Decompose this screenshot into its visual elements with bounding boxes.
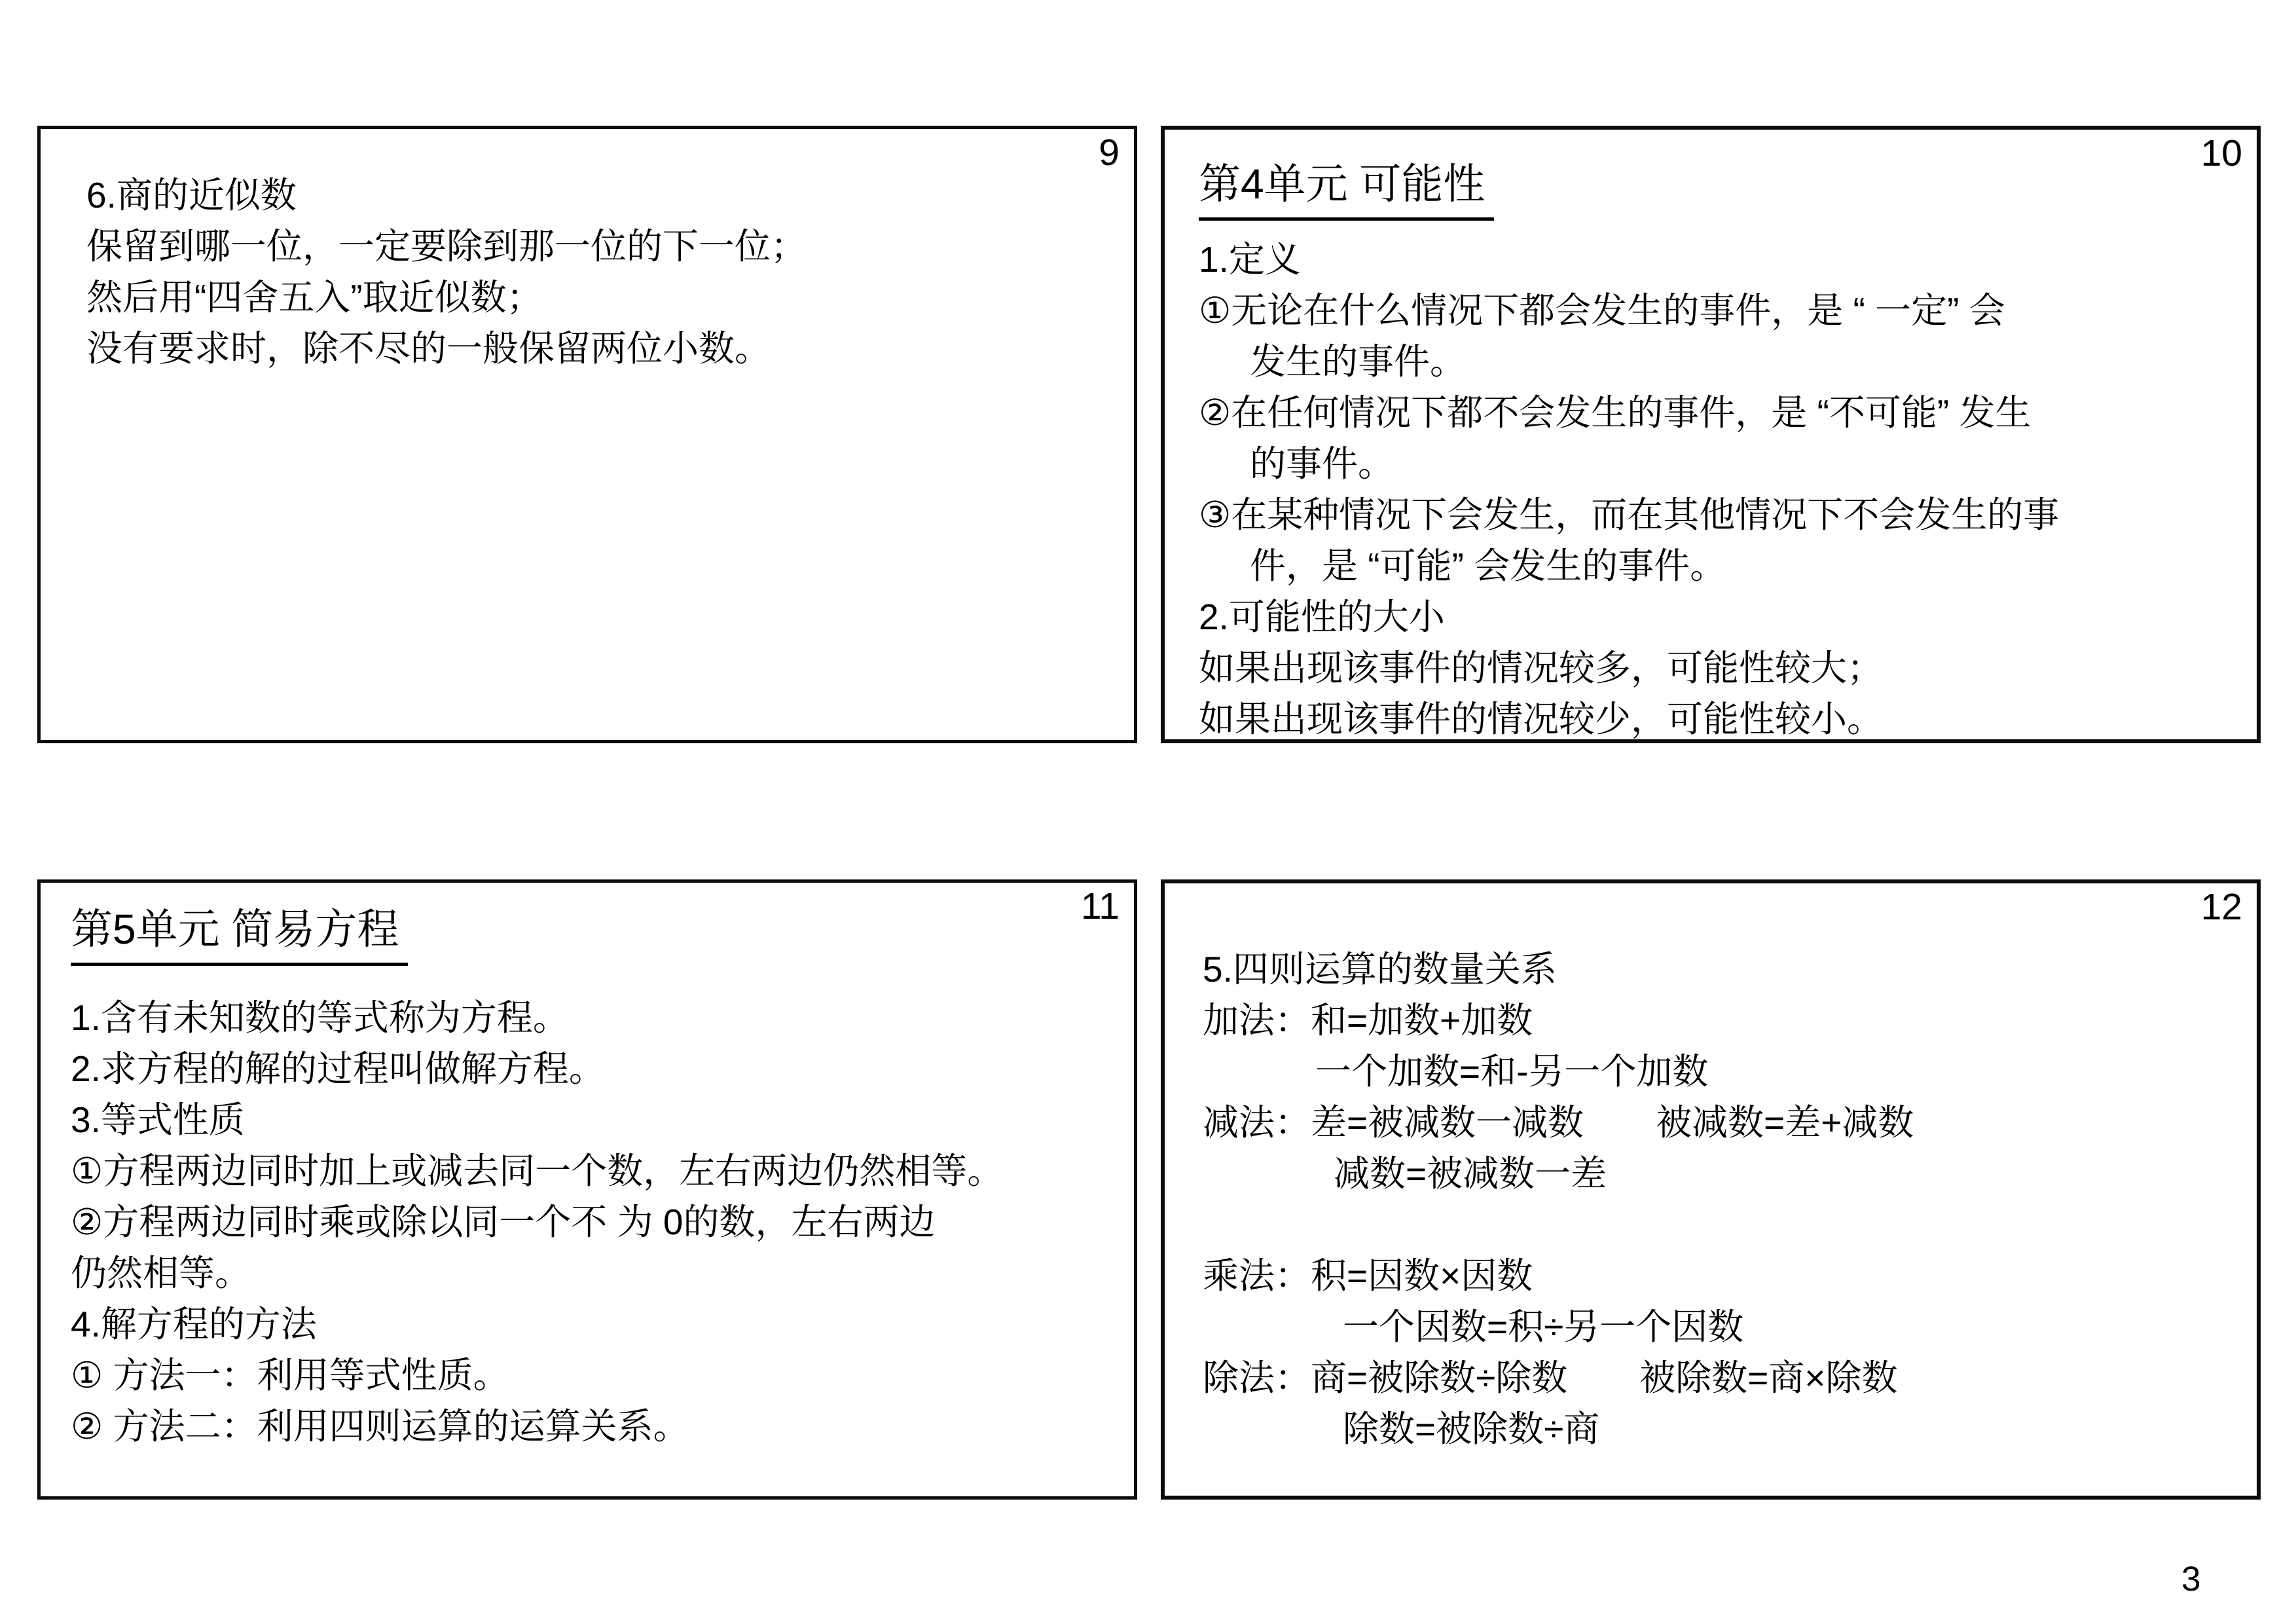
- text-line: 一个加数=和-另一个加数: [1315, 1051, 1709, 1092]
- slide-card-10: [1161, 126, 2261, 743]
- blank-line: [1203, 1199, 2232, 1250]
- slide-title-text: 第5单元 简易方程: [71, 901, 408, 966]
- text-line: 件，是 “可能” 会发生的事件。: [1250, 545, 1726, 586]
- text-line: 如果出现该事件的情况较多，可能性较大；: [1199, 648, 1884, 688]
- slide-card-9: [37, 126, 1137, 743]
- text-line: 的事件。: [1250, 443, 1394, 484]
- text-line: ①无论在什么情况下都会发生的事件，是 “ 一定” 会: [1199, 290, 2005, 331]
- slide-number: 11: [1080, 885, 1120, 927]
- slide-number: 12: [2200, 886, 2242, 928]
- text-line: 3.等式性质: [71, 1099, 245, 1140]
- slide-body: [1165, 883, 2257, 1496]
- text-line: 1.含有未知数的等式称为方程。: [71, 997, 569, 1038]
- page-number: 3: [2181, 1560, 2201, 1598]
- slide-card-12: [1161, 879, 2261, 1500]
- text-line: ① 方法一：利用等式性质。: [71, 1355, 509, 1395]
- slide-card-11: [37, 879, 1137, 1500]
- slide-title-text: 第4单元 可能性: [1199, 156, 1494, 221]
- slide-body: [1165, 130, 2257, 739]
- slide-title: [1199, 156, 2232, 221]
- text-line: 仍然相等。: [71, 1253, 251, 1293]
- text-line: 除法：商=被除数÷除数 被除数=商×除数: [1203, 1357, 1898, 1398]
- text-line: ③在某种情况下会发生，而在其他情况下不会发生的事: [1199, 494, 2060, 535]
- text-line: 一个因数=积÷另一个因数: [1343, 1306, 1744, 1347]
- text-line: 2.可能性的大小: [1199, 597, 1445, 637]
- text-line: ②方程两边同时乘或除以同一个不 为 0的数，左右两边: [71, 1202, 936, 1242]
- text-line: 减法：差=被减数一减数 被减数=差+减数: [1203, 1102, 1914, 1143]
- text-line: 然后用“四舍五入”取近似数；: [86, 277, 543, 318]
- slide-body: [41, 129, 1134, 740]
- text-line: ②在任何情况下都不会发生的事件，是 “不可能” 发生: [1199, 392, 2032, 433]
- text-line: 如果出现该事件的情况较少，可能性较小。: [1199, 699, 1884, 739]
- slide-title: [71, 901, 1109, 966]
- text-line: 2.求方程的解的过程叫做解方程。: [71, 1048, 605, 1089]
- text-line: 4.解方程的方法: [71, 1304, 317, 1344]
- text-line: 发生的事件。: [1250, 341, 1467, 382]
- slide-number: 9: [1099, 132, 1120, 174]
- text-line: 保留到哪一位，一定要除到那一位的下一位；: [86, 226, 807, 267]
- text-line: 加法：和=加数+加数: [1203, 1000, 1533, 1041]
- slide-number: 10: [2200, 132, 2242, 174]
- text-line: 5.四则运算的数量关系: [1203, 949, 1557, 989]
- text-line: 1.定义: [1199, 239, 1301, 280]
- text-line: 乘法：积=因数×因数: [1203, 1255, 1533, 1296]
- slide-body: [41, 883, 1134, 1496]
- text-line: 没有要求时，除不尽的一般保留两位小数。: [86, 328, 771, 369]
- text-line: 除数=被除数÷商: [1343, 1409, 1600, 1449]
- text-line: ①方程两边同时加上或减去同一个数，左右两边仍然相等。: [71, 1151, 1004, 1191]
- text-line: 6.商的近似数: [86, 175, 297, 215]
- text-line: ② 方法二：利用四则运算的运算关系。: [71, 1406, 689, 1447]
- text-line: 减数=被减数一差: [1334, 1153, 1607, 1194]
